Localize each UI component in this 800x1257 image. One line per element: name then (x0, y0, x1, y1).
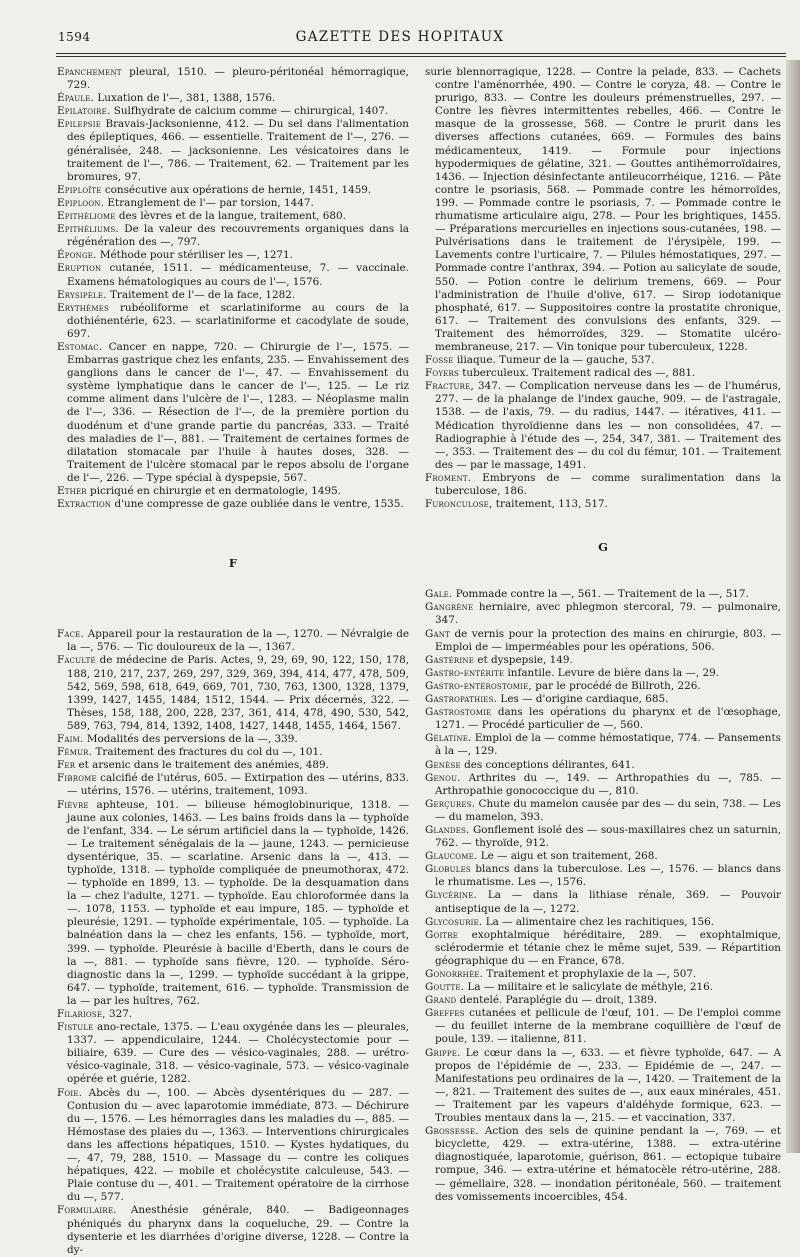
entry-heading: Grand (425, 994, 457, 1007)
entry-heading: Erythèmes (57, 301, 110, 314)
entry-text: Appareil pour la restauration de la —, 1270. — Névralgie de la —, 576. — Tic douloureux de la —, 1367. (67, 628, 409, 654)
entry-text: Arthrites du —, 149. — Arthropathies du —, 785. — Arthropathie gonococcique du —, 810. (435, 771, 781, 797)
entry-heading: Greffes (425, 1007, 465, 1020)
entry-heading: Grossesse. (425, 1125, 479, 1138)
entry-text: De la valeur des recouvrements organiques dans la régénération des —, 797. (67, 223, 409, 249)
entry-text: Chute du mamelon causée par des — du sein, 738. — Les — du mamelon, 393. (435, 797, 781, 823)
entry-text: cutanée, 1511. — médicamenteuse, 7. — vaccinale. Examens hématologiques au cours de l'—, 1576. (67, 262, 409, 288)
entry-text: Bravais-Jacksonienne, 412. — Du sel dans l'alimentation des épileptiques, 466. — essentielle. Traitement de l'—, 276. — généralisée, 248. — jacksonienne. Les vésicatoires dans le traitement de l'—, 786. — Traitement, 62. — Traitement par les bromures, 97. (67, 118, 409, 183)
entry-heading: Epiploon. (57, 196, 105, 209)
entry-text: de vernis pour la protection des mains en chirurgie, 803. — Emploi de — imperméables pour les opérations, 506. (435, 627, 781, 653)
entry-heading: Estomac. (57, 340, 103, 353)
index-entry (425, 929, 781, 968)
entry-heading: Glaucome. (425, 850, 478, 863)
entry-text: Traitement de l'— de la face, 1282. (106, 288, 296, 301)
index-entry (425, 968, 781, 981)
entry-text: Abcès du —, 100. — Abcès dysentériques du — 287. — Contusion du — avec laparotomie immédiate, 873. — Déchirure du —, 1576. — Les hémorragies dans les maladies du —, 885. — Hémostase des plaies du —, 1363. — Interventions chirurgicales dans les affections hépatiques, 1510. — Kystes hydatiques, du —, 47, 79, 288, 1510. — Massage du — contre les coliques hépatiques, 422. — mobile et cholécystite calculeuse, 543. — Plaie contuse du —, 401. — Traitement opératoire de la cirrhose du —, 577. (67, 1086, 409, 1204)
entry-text: pleural, 1510. — pleuro-péritonéal hémorragique, 729. (67, 66, 409, 92)
entry-heading: Gangrène (425, 601, 474, 614)
index-entry (425, 981, 781, 994)
entry-text: Action des sels de quinine pendant la —, 769. — et bicyclette, 429. — extra-utérine, 1388. — extra-utérine diagnostiquée, laparotomie, guérison, 861. — ectopique tubaire rompue, 346. — extra-utérine et hématocèle rétro-utérine, 288. — gémellaire, 328. — inondation péritonéale, 560. — traitement des vomissements incoercibles, 454. (435, 1125, 781, 1203)
index-entry (57, 654, 409, 733)
index-entry (57, 1087, 409, 1205)
entry-heading: Filariose, (57, 1008, 106, 1020)
entry-heading: Extraction (57, 498, 112, 511)
index-entry (425, 772, 781, 798)
index-entry (425, 472, 781, 498)
section-f-continued (425, 66, 781, 511)
index-entry (425, 380, 781, 472)
entry-heading: Faim. (57, 733, 84, 746)
entry-text: et dyspepsie, 149. (474, 653, 573, 666)
entry-text: des lèvres et de la langue, traitement, 680. (115, 210, 346, 223)
entry-heading: Globules (425, 863, 471, 876)
entry-heading: Épaule. (57, 92, 95, 105)
index-entry (57, 1021, 409, 1086)
entry-heading: Fistule (57, 1021, 94, 1034)
index-entry (425, 759, 781, 772)
index-entry (57, 759, 409, 772)
index-entry (57, 1204, 409, 1256)
index-entry (57, 92, 409, 105)
entry-heading: Froment. (425, 471, 472, 484)
index-entry (57, 746, 409, 759)
index-entry (425, 1007, 781, 1046)
entry-text: iliaque. Tumeur de la — gauche, 537. (453, 354, 655, 367)
index-entry (425, 863, 781, 889)
index-entry (425, 732, 781, 758)
index-entry (57, 341, 409, 485)
entry-text: Le cœur dans la —, 633. — et fièvre typhoïde, 647. — A propos de l'épidémie de —, 233. — Epidémie de —, 247. — Manifestations peu ordinaires de la —, 1420. — Traitement de la —, 821. — Traitement des suites de —, aux eaux minérales, 451. — Traitement par les vapeurs d'aldéhyde formique, 623. — Troubles mentaux dans la —, 215. — et vaccination, 337. (435, 1046, 781, 1125)
entry-heading: Glycérine. (425, 889, 478, 902)
entry-text: Méthode pour stériliser les —, 1271. (96, 249, 293, 262)
index-entry (57, 210, 409, 223)
entry-text: ano-rectale, 1375. — L'eau oxygénée dans les — pleurales, 1337. — appendiculaire, 1244. — Cholécystectomie pour — biliaire, 639. — Cure des — vésico-vaginales, 288. — urétro-vésico-vaginale, 318. — vésico-vaginale, 573. — vésico-vaginale opérée et guérie, 1282. (67, 1021, 409, 1086)
entry-heading: Epilatoire. (57, 105, 111, 118)
entry-heading: Gastérine (425, 653, 475, 666)
index-entry (57, 799, 409, 1009)
left-column (57, 66, 409, 1256)
index-entry (425, 850, 781, 863)
entry-heading: Fracture, (425, 380, 474, 393)
entry-text: et arsenic dans le traitement des anémies, 489. (75, 759, 329, 772)
entry-text: surie blennorragique, 1228. — Contre la pelade, 833. — Cachets contre l'aménorrhée, 490. — Contre le coryza, 48. — Contre le prurigo, 833. — Contre les douleurs prémenstruelles, 297. — Contre les fièvres intermittentes rebelles, 466. — Contre le masque de la grossesse, 568. — Contre le prurit dans les diverses affections cutanées, 669. — Formules des bains médicamenteux, 1419. — Formule pour injections hypodermiques de gélatine, 321. — Gouttes antihémorroïdaires, 1436. — Injection désinfectante antileucorrhéique, 1216. — Pâte contre le psoriasis, 568. — Pommade contre les hémorroïdes, 199. — Pommade contre le psoriasis, 7. — Pommade contre le rhumatisme articulaire aigu, 278. — Pour les brightiques, 1455. — Préparations mercurielles en injections sous-cutanées, 198. — Pulvérisations dans le traitement de l'érysipèle, 199. — Lavements contre l'urticaire, 7. — Pilules hémostatiques, 297. — Pommade contre l'anthrax, 394. — Potion au salicylate de soude, 550. — Potion contre le delirium tremens, 669. — Pour l'administration de l'huile d'olive, 617. — Sirop iodotanique phosphaté, 617. — Suppositoires contre la prostatite chronique, 617. — Traitement des convulsions des enfants, 329. — Traitement des hémorroïdes, 329. — Stomatite ulcéro-membraneuse, 217. — Vin tonique pour tuberculeux, 1228. (425, 66, 781, 353)
index-entry (57, 105, 409, 118)
entry-text: Embryons de — comme suralimentation dans la tuberculose, 186. (435, 471, 781, 497)
entry-heading: Goitre (425, 928, 459, 941)
entry-text: herniaire, avec phlegmon stercoral, 79. — pulmonaire, 347. (435, 601, 781, 627)
entry-heading: Gélatine. (425, 732, 472, 745)
entry-heading: Fosse (425, 354, 454, 367)
entry-heading: Gonorrhée. (425, 968, 484, 980)
entry-text: Traitement des fractures du col du —, 101. (92, 746, 323, 759)
entry-heading: Formulaire. (57, 1204, 117, 1217)
entry-heading: Eruption (57, 262, 102, 275)
header-rule-secondary (56, 56, 786, 57)
index-entry (425, 994, 781, 1007)
entry-text: rubéoliforme et scarlatiniforme au cours de la dothiénentérie, 623. — scarlatiniforme et cacodylate de soude, 697. (67, 301, 409, 340)
entry-heading: Glycosurie. (425, 915, 483, 928)
section-e-continued (57, 66, 409, 511)
entry-text: La — dans la lithiase rénale, 369. — Pouvoir antiseptique de la —, 1272. (435, 889, 781, 915)
entry-text: Emploi de la — comme hémostatique, 774. — Pansements à la —, 129. (435, 732, 781, 758)
entry-text: 347. — Complication nerveuse dans les — de l'humérus, 277. — de la phalange de l'index gauche, 909. — de l'astragale, 1538. — de l'axis, 79. — du radius, 1447. — itératives, 411. — Médication thyroïdienne dans les — non consolidées, 47. — Radiographie à l'étude des —, 254, 347, 381. — Traitement des —, 353. — Traitement des — du col du fémur, 101. — Traitement des — par le massage, 1491. (435, 380, 781, 471)
index-entry (425, 66, 781, 354)
entry-heading: Furonculose, (425, 498, 493, 511)
entry-text: aphteuse, 101. — bilieuse hémoglobinurique, 1318. — jaune aux colonies, 1463. — Les bains froids dans la — typhoïde de l'enfant, 334. — Le sérum artificiel dans la — typhoïde, 1426. — Le traitement sénégalais de la — jaune, 1243. — pernicieuse dysentérique, 35. — scarlatine. Arsenic dans la —, 413. — typhoïde, 1318. — typhoïde compliquée de pneumothorax, 472. — typhoïde en 1899, 13. — typhoïde. De la desquamation dans la — chez l'adulte, 1271. — typhoïde. Eau chloroformée dans la —. 1078, 1153. — typhoïde et eau impure, 185. — typhoïde et pleurésie, 1291. — typhoïde expérimentale, 105. — typhoïde. La balnéation dans la — chez les enfants, 156. — typhoïde, mort, 399. — typhoïde. Pleurésie à bacille d'Eberth, dans le cours de la —, 881. — typhoïde sans fièvre, 120. — typhoïde. Séro-diagnostic dans la —, 1299. — typhoïde succédant à la grippe, 647. — typhoïde, traitement, 616. — typhoïde. Transmission de la — par les huîtres, 762. (67, 798, 409, 1007)
entry-text: Les — d'origine cardiaque, 685. (497, 693, 669, 706)
index-entry (57, 66, 409, 92)
entry-heading: Foie. (57, 1086, 83, 1099)
index-entry (425, 667, 781, 680)
index-entry (425, 1047, 781, 1126)
entry-text: blancs dans la tuberculose. Les —, 1576. — blancs dans le rhumatisme. Les —, 1576. (435, 863, 781, 889)
index-entry (425, 354, 781, 367)
entry-heading: Gastro-entérostomie, (425, 679, 532, 692)
index-entry (425, 654, 781, 667)
section-g (425, 588, 781, 1203)
entry-text: dans les opérations du pharynx et de l'œsophage, 1271. — Procédé particulier de —, 560. (435, 706, 781, 732)
page-number: 1594 (58, 30, 91, 44)
index-entry (57, 628, 409, 654)
index-entry (425, 706, 781, 732)
index-entry (425, 824, 781, 850)
entry-heading: Foyers (425, 367, 459, 380)
entry-text: Luxation de l'—, 381, 1388, 1576. (94, 92, 276, 105)
entry-heading: Goutte. (425, 981, 465, 994)
entry-text: Sulfhydrate de calcium comme — chirurgical, 1407. (110, 105, 389, 118)
index-entry (57, 772, 409, 798)
entry-heading: Faculté (57, 654, 96, 667)
index-entry (425, 693, 781, 706)
index-entry (57, 223, 409, 249)
section-f (57, 628, 409, 1257)
index-entry (425, 367, 781, 380)
section-letter-f: F (228, 556, 238, 571)
index-entry (57, 118, 409, 183)
entry-text: Etranglement de l'— par torsion, 1447. (104, 196, 314, 209)
entry-heading: Fer (57, 759, 76, 772)
index-entry (425, 889, 781, 915)
entry-heading: Gant (425, 627, 450, 640)
entry-text: tuberculeux. Traitement radical des —, 881. (458, 367, 696, 380)
entry-text: des conceptions délirantes, 641. (460, 758, 635, 771)
entry-text: cutanées et pellicule de l'œuf, 101. — De l'emploi comme — du feuillet interne de la membrane coquillière de l'œuf de poule, 139. — italienne, 811. (435, 1007, 781, 1046)
index-entry (57, 302, 409, 341)
entry-text: traitement, 113, 517. (492, 498, 608, 511)
page-edge-shadow (786, 60, 800, 1153)
index-entry (425, 601, 781, 627)
entry-heading: Ether (57, 485, 87, 497)
running-head: GAZETTE DES HOPITAUX (295, 29, 505, 45)
index-entry (57, 249, 409, 262)
entry-heading: Epithéliome (57, 210, 116, 223)
index-entry (57, 485, 409, 498)
index-entry (425, 588, 781, 601)
entry-heading: Erysipèle. (57, 288, 107, 301)
entry-heading: Epilepsie (57, 118, 101, 131)
index-entry (57, 733, 409, 746)
index-entry (57, 289, 409, 302)
index-entry (57, 262, 409, 288)
entry-heading: Fémur. (57, 746, 93, 759)
entry-text: d'une compresse de gaze oubliée dans le ventre, 1535. (111, 498, 404, 511)
index-entry (57, 1008, 409, 1021)
entry-heading: Gastro-entérite (425, 666, 505, 679)
index-entry (57, 498, 409, 511)
entry-text: calcifié de l'utérus, 605. — Extirpation des — utérins, 833. — utérins, 1576. — utérins, traitement, 1093. (67, 772, 409, 798)
entry-heading: Genèse (425, 758, 461, 771)
entry-text: La — alimentaire chez les rachitiques, 156. (482, 915, 715, 928)
entry-heading: Gerçures. (425, 797, 476, 810)
index-entry (57, 184, 409, 197)
index-entry (57, 197, 409, 210)
entry-heading: Éponge. (57, 249, 97, 262)
entry-text: Gonflement isolé des — sous-maxillaires chez un saturnin, 762. — thyroïde, 912. (435, 823, 781, 850)
entry-text: exophtalmique héréditaire, 289. — exophtalmique, sclérodermie et tétanie chez le même sujet, 539. — Répartition géographique du — en France, 678. (435, 928, 781, 967)
entry-text: infantile. Levure de bière dans la —, 29. (504, 666, 719, 679)
index-entry (425, 916, 781, 929)
entry-heading: Gastrostomie (425, 706, 492, 719)
entry-text: La — militaire et le salicylate de méthyle, 216. (464, 981, 714, 994)
right-column (425, 66, 781, 1203)
entry-heading: Grippe. (425, 1046, 461, 1059)
entry-text: picriqué en chirurgie et en dermatologie, 1495. (86, 485, 342, 497)
entry-heading: Gastropathies. (425, 693, 498, 706)
entry-text: Cancer en nappe, 720. — Chirurgie de l'—, 1575. — Embarras gastrique chez les enfants, 235. — Envahissement des ganglions dans le cancer de l'—, 47. — Envahissement du système lymphatique dans le cancer de l'—, 125. — Le riz comme aliment dans l'ulcère de l'—, 1283. — Néoplasme malin de l'—, 336. — Résection de l'—, de la première portion du duodénum et d'une grande partie du pancréas, 333. — Traité des maladies de l'—, 881. — Traitement de certaines formes de dilatation stomacale par l'huile à hautes doses, 328. — Traitement de l'ulcère stomacal par le repos absolu de l'organe de l'—, 226. — Type spécial à dyspepsie, 567. (67, 340, 409, 484)
entry-text: 327. (105, 1008, 133, 1020)
index-entry (425, 798, 781, 824)
index-entry (425, 680, 781, 693)
entry-text: Le — aigu et son traitement, 268. (477, 850, 658, 863)
entry-heading: Epanchement (57, 66, 122, 78)
entry-heading: Face. (57, 628, 85, 641)
section-letter-g: G (598, 540, 608, 555)
index-entry (425, 628, 781, 654)
entry-text: dentelé. Paraplégie du — droit, 1389. (456, 994, 658, 1007)
entry-heading: Fièvre (57, 798, 89, 811)
index-entry (425, 1125, 781, 1204)
index-entry (425, 498, 781, 511)
entry-text: consécutive aux opérations de hernie, 1451, 1459. (101, 183, 372, 196)
entry-text: Anesthésie générale, 840. — Badigeonnages phéniqués du pharynx dans la coqueluche, 29. — Contre la dysenterie et les diarrhées d'origine diverse, 1228. — Contre la dy- (67, 1204, 409, 1256)
entry-heading: Epithéliums. (57, 223, 119, 236)
entry-heading: Epiploïte (57, 183, 102, 196)
entry-heading: Genou. (425, 771, 461, 784)
entry-heading: Gale. (425, 588, 453, 601)
header-rule (56, 53, 786, 54)
entry-heading: Glandes. (425, 823, 470, 836)
entry-text: Traitement et prophylaxie de la —, 507. (483, 968, 697, 980)
entry-heading: Fibrome (57, 772, 97, 785)
entry-text: par le procédé de Billroth, 226. (531, 679, 701, 692)
entry-text: Modalités des perversions de la —, 339. (83, 733, 298, 746)
entry-text: de médecine de Paris. Actes, 9, 29, 69, 90, 122, 150, 178, 188, 210, 217, 237, 269, 297, 329, 369, 394, 414, 477, 478, 509, 542, 569, 598, 618, 649, 669, 701, 730, 763, 1300, 1328, 1379, 1399, 1427, 1455, 1484, 1512, 1544. — Prix décernés, 322. — Thèses, 158, 188, 200, 228, 237, 361, 414, 478, 490, 530, 542, 589, 763, 794, 814, 1392, 1408, 1427, 1448, 1455, 1464, 1567. (67, 654, 409, 732)
entry-text: Pommade contre la —, 561. — Traitement de la —, 517. (452, 588, 749, 601)
